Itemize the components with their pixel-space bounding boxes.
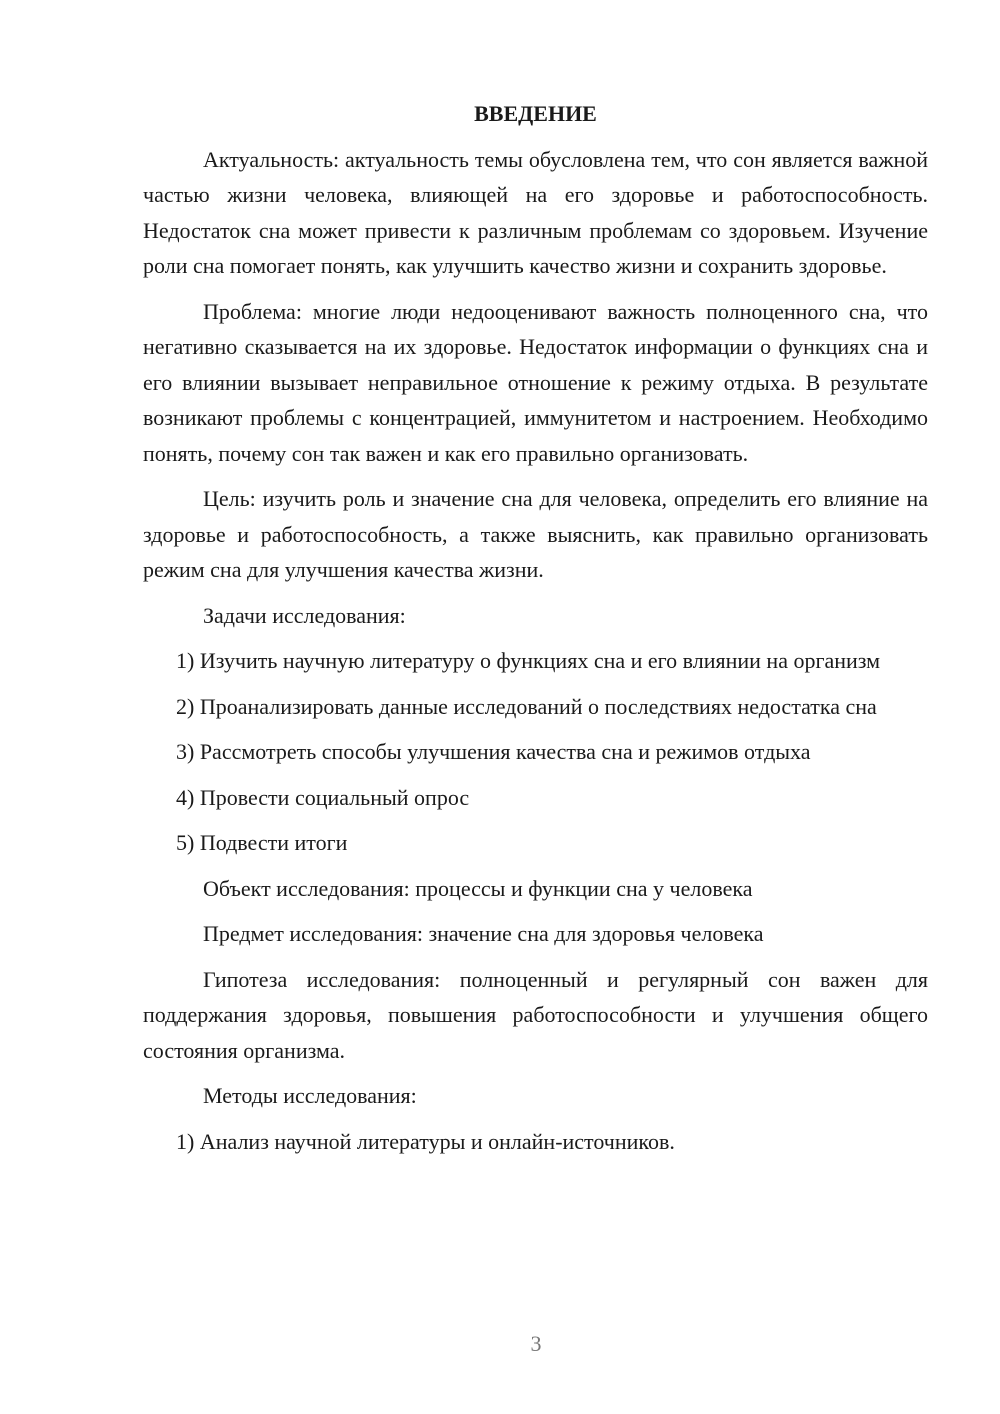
object-line: Объект исследования: процессы и функции сна у человека [203,875,753,901]
list-item: 2) Проанализировать данные исследований о последствиях недостатка сна [176,693,877,719]
subject-line: Предмет исследования: значение сна для здоровья человека [203,921,764,946]
list-item: 5) Подвести итоги [176,830,348,855]
list-item: 1) Анализ научной литературы и онлайн-источников. [176,1128,675,1154]
document-body [143,96,928,1169]
tasks-list [143,643,928,861]
tasks-heading: Задачи исследования: [203,602,406,628]
methods-list [143,1124,928,1160]
methods-heading: Методы исследования: [203,1083,417,1108]
goal-paragraph: Цель: изучить роль и значение сна для человека, определить его влияние на здоровье и работоспособность, а также выяснить, как правильно организовать режим сна для улучшения качества жизни. [143,486,928,582]
section-title: ВВЕДЕНИЕ [474,101,597,126]
list-item: 1) Изучить научную литературу о функциях сна и его влиянии на организм [176,648,881,673]
list-item: 4) Провести социальный опрос [176,784,470,810]
relevance-paragraph: Актуальность: актуальность темы обусловлена тем, что сон является важной частью жизни человека, влияющей на его здоровье и работоспособность. Недостаток сна может привести к различным проблемам со здоровьем. Изучение роли сна помогает понять, как улучшить качество жизни и сохранить здоровье. [143,146,928,278]
page-number: 3 [530,1331,542,1356]
problem-paragraph: Проблема: многие люди недооценивают важность полноценного сна, что негативно сказывается на их здоровье. Недостаток информации о функциях сна и его влиянии вызывает неправильное отношение к режиму отдыха. В результате возникают проблемы с концентрацией, иммунитетом и настроением. Необходимо понять, почему сон так важен и как его правильно организовать. [143,298,928,466]
hypothesis-paragraph: Гипотеза исследования: полноценный и регулярный сон важен для поддержания здоровья, повышения работоспособности и улучшения общего состояния организма. [143,966,928,1063]
list-item: 3) Рассмотреть способы улучшения качества сна и режимов отдыха [176,739,811,764]
